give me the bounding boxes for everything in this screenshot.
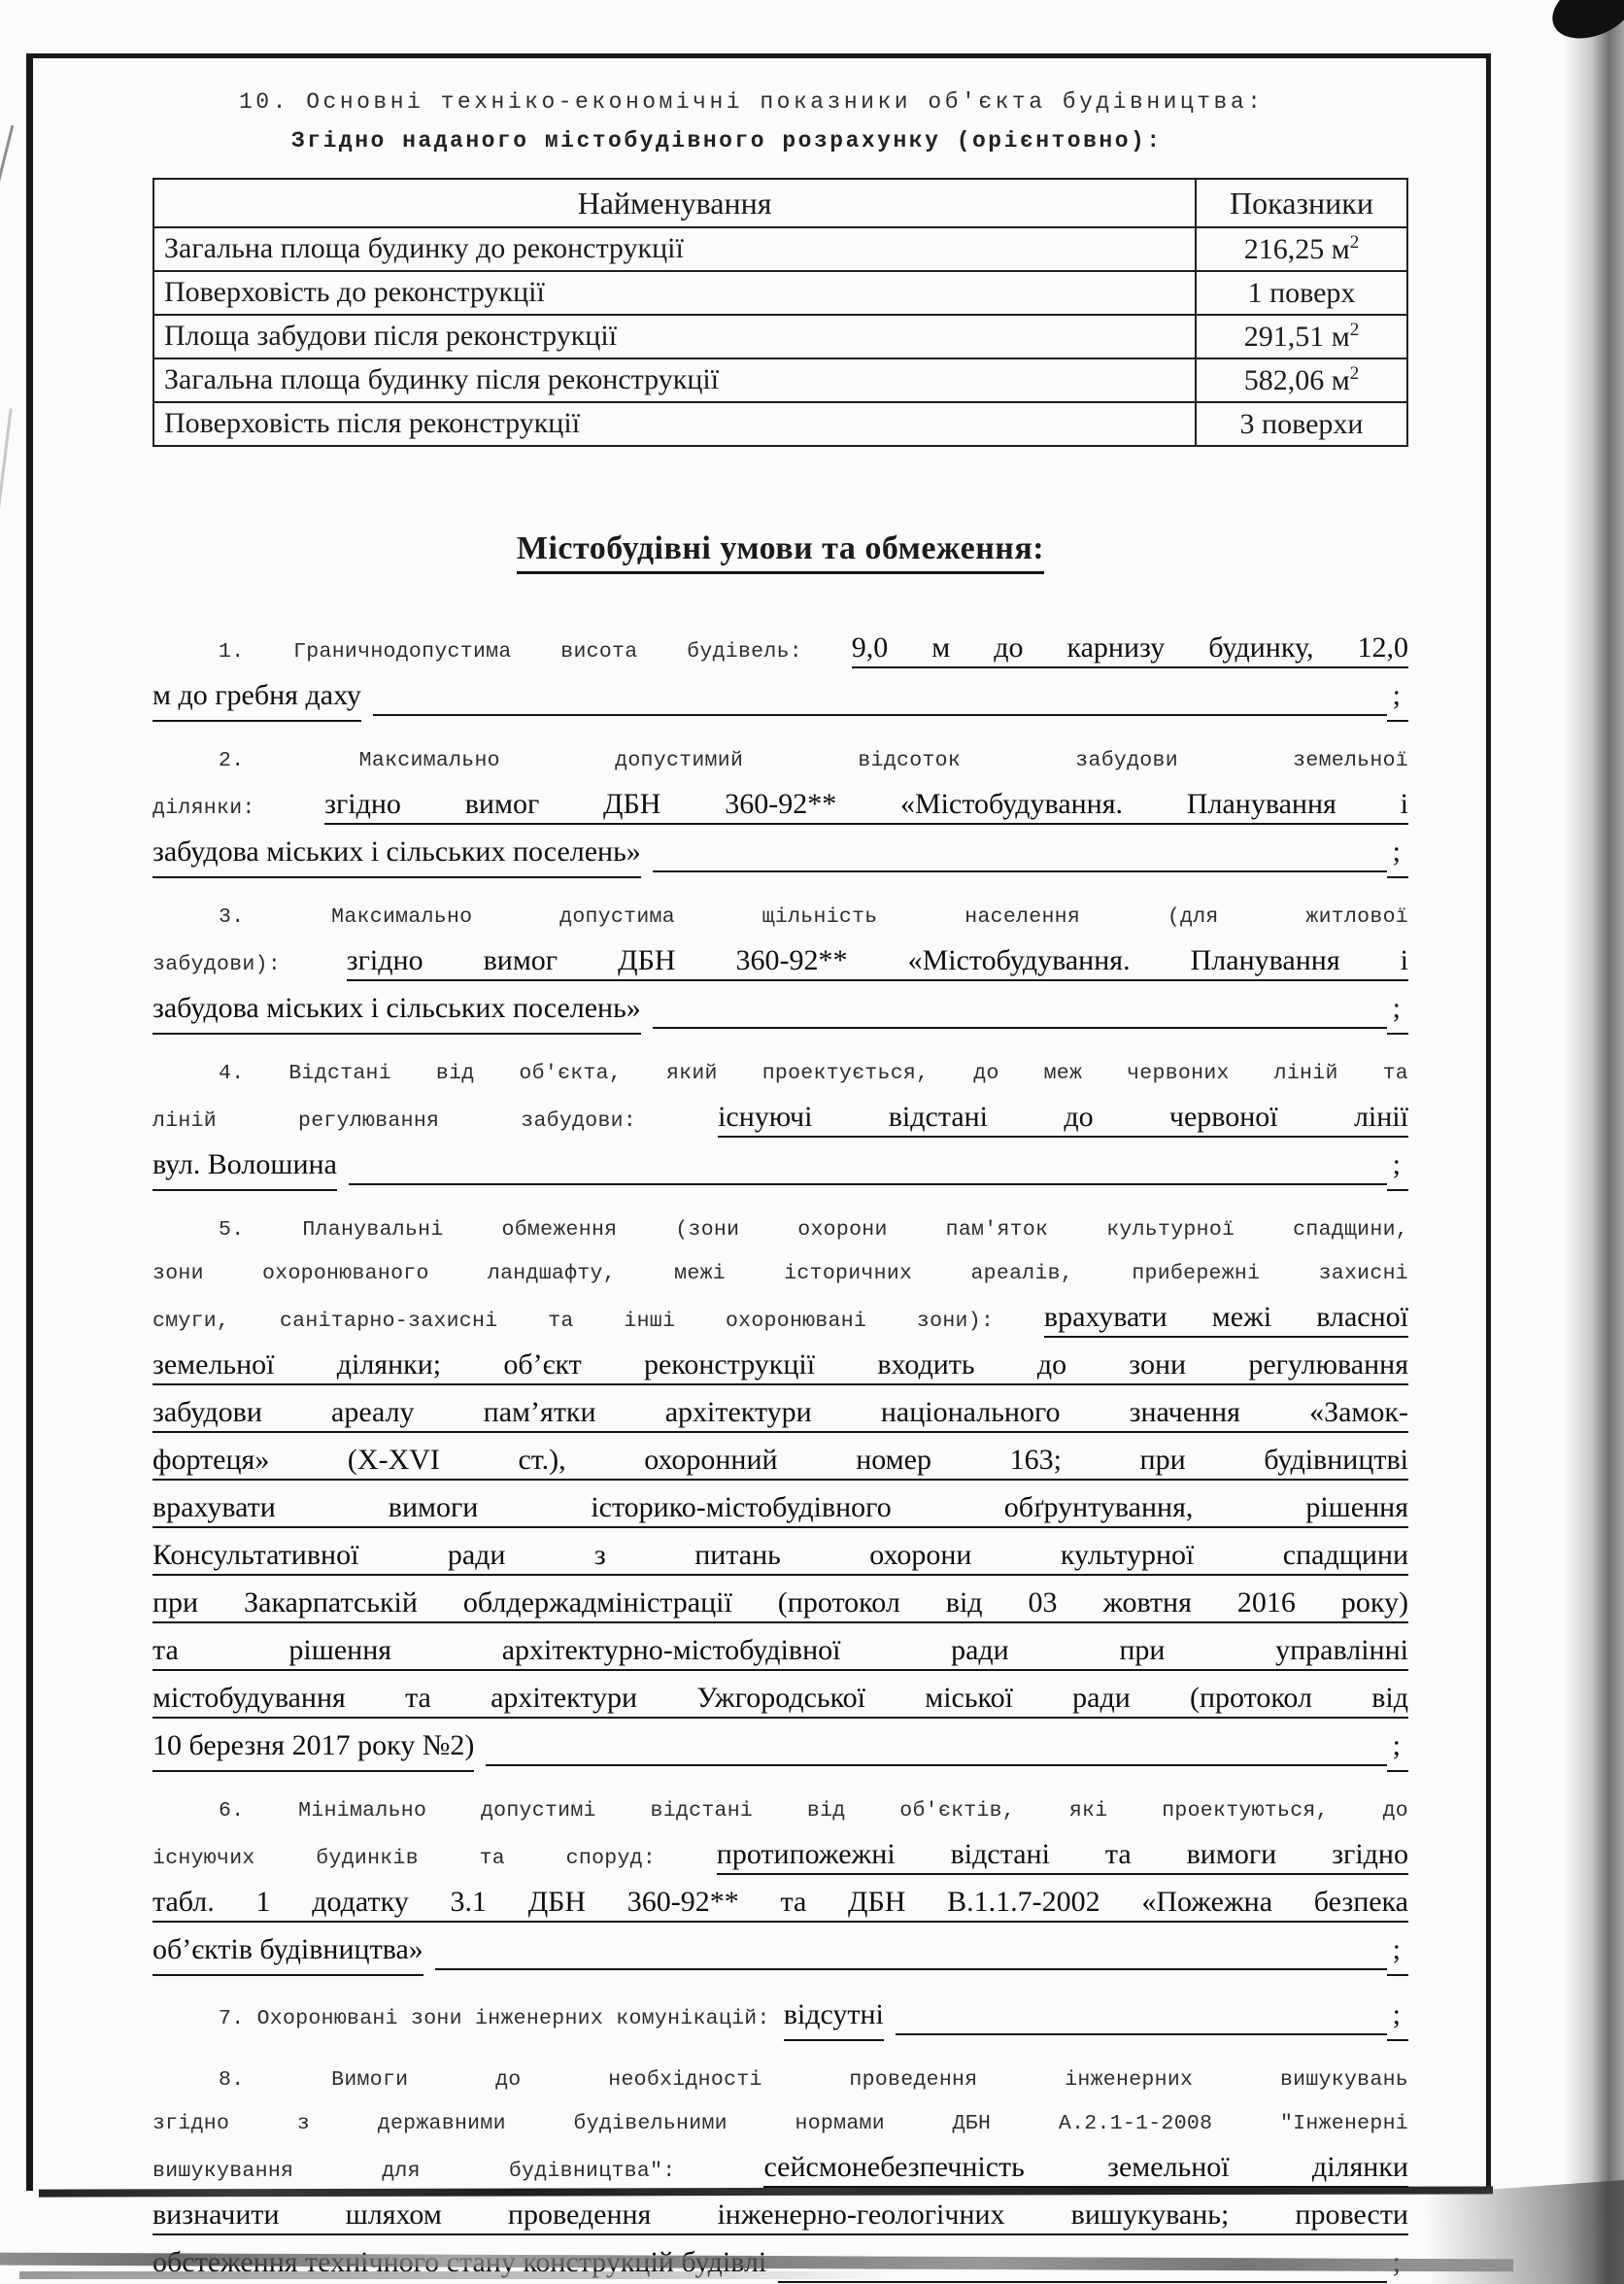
conditions-paragraphs [152,627,1408,2284]
answer-text: забудови ареалу пам’ятки архітектури національного значення «Замок- [152,1396,1408,1433]
answer-text: згідно вимог ДБН 360-92** «Містобудування. Планування і [347,944,1408,981]
row-value: 291,51 $м^2$ [1196,315,1407,358]
row-label: Загальна площа будинку до реконструкції [153,227,1196,271]
answer-text: забудова міських і сільських поселень» [152,987,641,1035]
row-value: 216,25 $м^2$ [1196,227,1407,271]
paragraph-line [152,739,1408,783]
terminator: ; [1387,1928,1408,1976]
conditions-paragraph [152,1052,1408,1191]
conditions-paragraph [152,1790,1408,1976]
intro-line-2: Згідно наданого містобудівного розрахунку (орієнтовно): [291,128,1163,153]
answer-text: 10 березня 2017 року №2) [152,1724,474,1772]
terminator: ; [1387,674,1408,722]
indicators-table [152,178,1408,447]
paragraph-line [152,1881,1408,1928]
form-text: 7. Охоронювані зони інженерних комунікацій: [219,2007,770,2030]
answer-text: Консультативної ради з питань охорони культурної спадщини [152,1539,1408,1576]
form-text: 8. Вимоги до необхідності проведення інженерних вишукувань [219,2068,1408,2092]
section-title: Містобудівні умови та обмеження: [517,530,1044,574]
answer-underline [373,714,1387,716]
table-row [153,271,1407,315]
row-label: Загальна площа будинку після реконструкції [153,358,1196,402]
answer-underline [896,2033,1387,2035]
answer-text: врахувати вимоги історико-містобудівного обґрунтування, рішення [152,1491,1408,1528]
answer-underline [486,1764,1386,1766]
answer-text: об’єктів будівництва» [152,1928,423,1976]
answer-underline [349,1183,1387,1185]
paragraph-line [152,783,1408,831]
conditions-paragraph [152,627,1408,722]
paragraph-line [152,2059,1408,2102]
form-text: ліній регулювання забудови: [152,1109,719,1133]
row-label: Поверховість після реконструкції [153,402,1196,446]
paragraph-line [152,1052,1408,1096]
scanner-edge-shadow [1564,0,1624,2284]
table-row [153,402,1407,446]
answer-text: 9,0 м до карнизу будинку, 12,0 [852,631,1408,668]
terminator: ; [1387,1724,1408,1772]
terminator: ; [1387,987,1408,1035]
paragraph-line [152,1724,1408,1772]
form-text: 4. Відстані від об'єкта, який проектується, до меж червоних ліній та [219,1062,1408,1085]
answer-text: відсутні [784,1994,884,2041]
row-value: 582,06 $м^2$ [1196,358,1407,402]
conditions-paragraph [152,1209,1408,1772]
scan-artifact-left-2 [0,408,13,515]
table-row [153,358,1407,402]
paragraph-line [152,1994,1408,2041]
intro-line-1: 10. Основні техніко-економічні показники об'єкта будівництва: [239,89,1265,115]
paragraph-line [152,1439,1408,1486]
answer-text: визначити шляхом проведення інженерно-геологічних вишукувань; провести [152,2199,1408,2235]
paragraph-line [152,2146,1408,2194]
row-label: Поверховість до реконструкції [153,271,1196,315]
form-text: смуги, санітарно-захисні та інші охоронювані зони): [152,1310,1044,1333]
form-text: ділянки: [152,797,325,820]
paragraph-line [152,1391,1408,1439]
form-text: згідно з державними будівельними нормами ДБН А.2.1-1-2008 "Інженерні [152,2112,1408,2135]
conditions-paragraph [152,1994,1408,2041]
paragraph-line [152,1252,1408,1296]
answer-text: фортеця» (X-XVI ст.), охоронний номер 163; при будівництві [152,1444,1408,1481]
form-text: зони охоронюваного ландшафту, межі історичних ареалів, прибережні захисні [152,1262,1408,1285]
paragraph-line [152,1790,1408,1833]
paragraph-line [152,1833,1408,1881]
paragraph-line [152,2102,1408,2146]
form-text: забудови): [152,953,347,976]
answer-text: містобудування та архітектури Ужгородської міської ради (протокол від [152,1682,1408,1719]
answer-text: при Закарпатській облдержадміністрації (протокол від 03 жовтня 2016 року) [152,1586,1408,1623]
paragraph-line [152,1143,1408,1191]
row-value-sup: 2 [1349,362,1360,384]
paragraph-line [152,1344,1408,1391]
paragraph-line [152,1534,1408,1582]
terminator: ; [1387,1143,1408,1191]
paragraph-line [152,1209,1408,1252]
paragraph-line [152,1486,1408,1534]
answer-text: існуючі відстані до червоної лінії [718,1101,1408,1138]
conditions-paragraph [152,2059,1408,2284]
form-text: вишукування для будівництва": [152,2160,764,2183]
answer-text: протипожежні відстані та вимоги згідно [717,1838,1408,1875]
row-value-sup: 2 [1349,231,1360,253]
form-text: існуючих будинків та споруд: [152,1847,717,1870]
form-text: 5. Планувальні обмеження (зони охорони пам'яток культурної спадщини, [219,1218,1408,1242]
answer-text: сейсмонебезпечність земельної ділянки [763,2151,1408,2188]
answer-text: та рішення архітектурно-містобудівної ради при управлінні [152,1634,1408,1671]
scan-artifact-bottom-smudge-2 [19,2271,894,2279]
paragraph-line [152,674,1408,722]
terminator: ; [1387,831,1408,878]
answer-text: врахувати межі власної [1044,1301,1408,1338]
terminator: ; [1387,1994,1408,2041]
answer-text: м до гребня даху [152,674,361,722]
paragraph-line [152,1629,1408,1677]
table-header-name: Найменування [153,179,1196,227]
paragraph-line [152,831,1408,878]
indicators-table-body [153,227,1407,446]
answer-underline [778,2281,1386,2283]
table-row [153,315,1407,358]
form-text: 1. Граничнодопустима висота будівель: [219,640,852,664]
row-value-sup: 2 [1349,319,1360,340]
paragraph-line [152,987,1408,1035]
conditions-paragraph [152,896,1408,1035]
paragraph-line [152,1582,1408,1629]
table-header-row [153,179,1407,227]
form-text: 3. Максимально допустима щільність населення (для житлової [219,905,1408,929]
scan-artifact-left-1 [0,125,14,199]
answer-text: вул. Волошина [152,1143,337,1191]
answer-underline [435,1968,1387,1970]
row-value: 1 поверх [1196,271,1407,315]
paragraph-line [152,1296,1408,1344]
row-value: 3 поверхи [1196,402,1407,446]
section-title-wrap [152,530,1408,567]
table-header-value: Показники [1196,179,1407,227]
paragraph-line [152,1928,1408,1976]
answer-text: згідно вимог ДБН 360-92** «Містобудування. Планування і [324,788,1408,825]
answer-underline [653,1027,1387,1029]
paragraph-line [152,1677,1408,1724]
form-text: 6. Мінімально допустимі відстані від об'єктів, які проектуються, до [219,1799,1408,1823]
form-text: 2. Максимально допустимий відсоток забудови земельної [219,749,1408,772]
table-row [153,227,1407,271]
paragraph-line [152,939,1408,987]
answer-text: забудова міських і сільських поселень» [152,831,641,878]
row-label: Площа забудови після реконструкції [153,315,1196,358]
paragraph-line [152,1096,1408,1143]
answer-text: табл. 1 додатку 3.1 ДБН 360-92** та ДБН В.1.1.7-2002 «Пожежна безпека [152,1886,1408,1923]
paragraph-line [152,896,1408,939]
answer-text: земельної ділянки; об’єкт реконструкції входить до зони регулювання [152,1348,1408,1385]
conditions-paragraph [152,739,1408,878]
paragraph-line [152,2194,1408,2241]
answer-underline [653,870,1387,872]
paragraph-line [152,627,1408,674]
